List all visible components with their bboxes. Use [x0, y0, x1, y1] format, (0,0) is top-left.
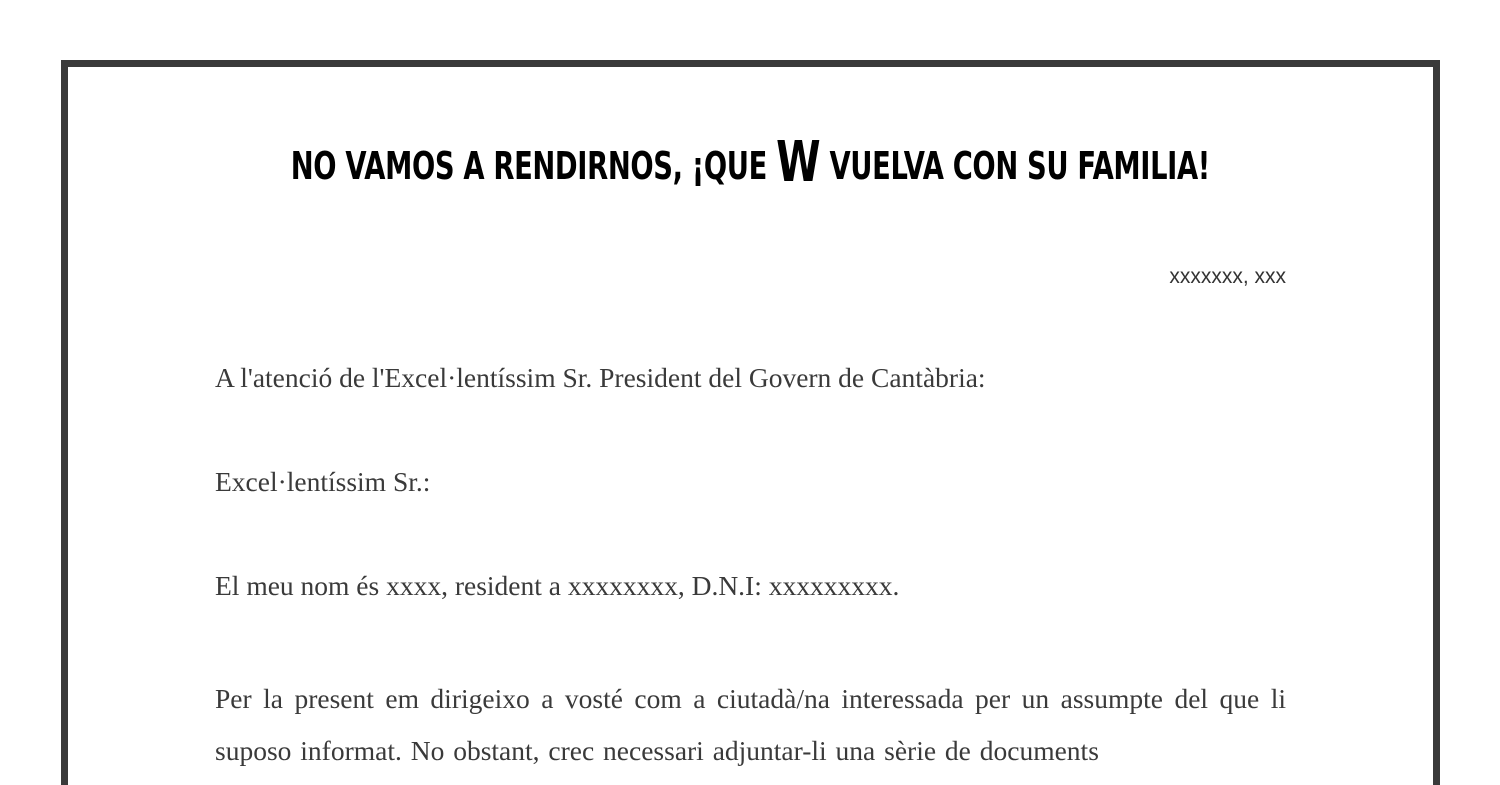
headline-text: [290, 128, 1209, 201]
headline: [0, 128, 1500, 201]
body-paragraph: Per la present em dirigeixo a vosté com a ciutadà/na interessada per un assumpte del que li suposo informat. No obstant, crec necessari adjuntar-li una sèrie de documents: [215, 683, 1286, 766]
intro-paragraph: El meu nom és xxxx, resident a xxxxxxxx, D.N.I: xxxxxxxxx.: [215, 570, 900, 601]
addressee-line: A l'atenció de l'Excel·lentíssim Sr. President del Govern de Cantàbria:: [215, 362, 986, 393]
place-date: xxxxxxx, xxx: [1169, 265, 1286, 288]
salutation: Excel·lentíssim Sr.:: [215, 466, 431, 497]
headline-after: VUELVA CON SU FAMILIA!: [819, 144, 1210, 188]
headline-before: NO VAMOS A RENDIRNOS, ¡QUE: [290, 144, 776, 188]
headline-initial: W: [775, 130, 820, 195]
